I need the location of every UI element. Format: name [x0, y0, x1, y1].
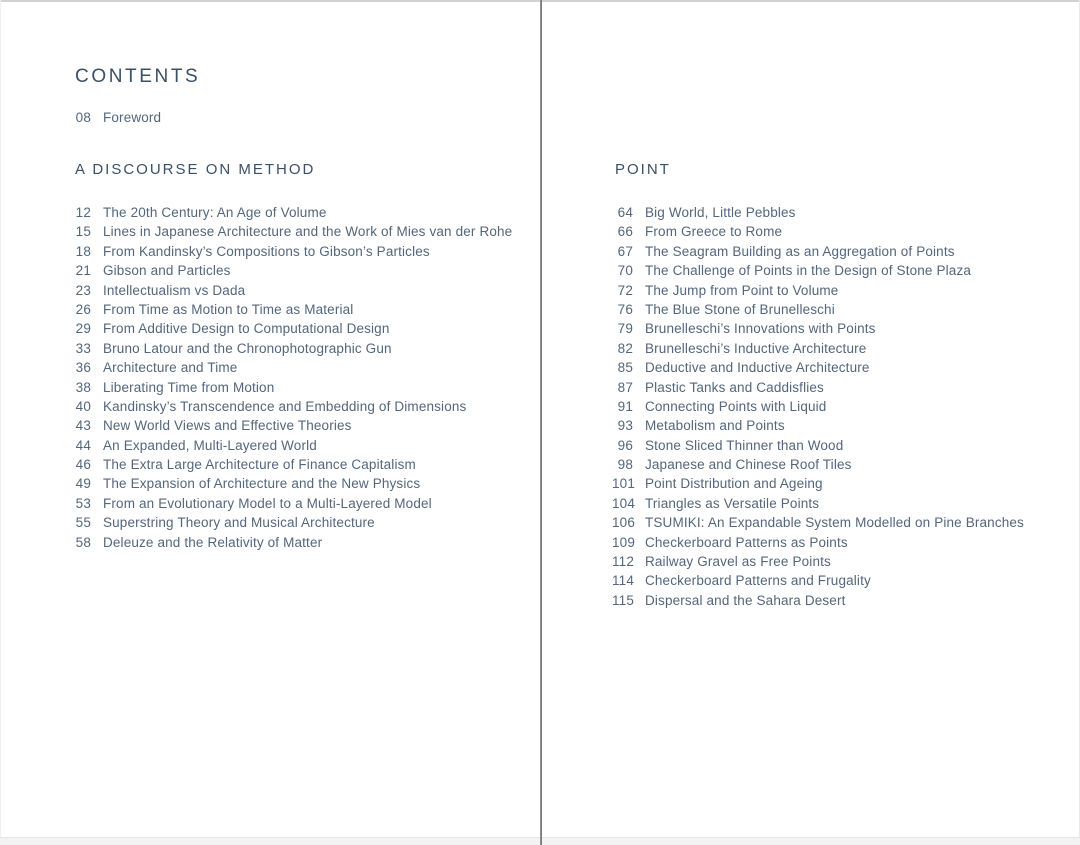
toc-page-number: 98	[617, 457, 633, 473]
toc-entry-title: TSUMIKI: An Expandable System Modelled on Pine Branches	[645, 515, 1024, 531]
toc-page-number: 44	[75, 437, 91, 453]
toc-page-number: 101	[612, 476, 635, 492]
section-heading-method: A DISCOURSE ON METHOD	[75, 161, 316, 178]
toc-entry	[612, 397, 1024, 416]
toc-entry	[75, 416, 512, 435]
toc-page-number: 36	[75, 360, 91, 376]
toc-entry-title: Connecting Points with Liquid	[645, 398, 827, 414]
toc-entry-title: The Jump from Point to Volume	[645, 282, 839, 298]
toc-entry-title: The Blue Stone of Brunelleschi	[645, 301, 835, 317]
toc-page-number: 58	[75, 534, 91, 550]
toc-entry	[612, 281, 1024, 300]
toc-entry-title: The Challenge of Points in the Design of Stone Plaza	[645, 263, 971, 279]
toc-entry-title: Deductive and Inductive Architecture	[645, 360, 870, 376]
toc-entry	[75, 300, 512, 319]
toc-page-number: 33	[75, 340, 91, 356]
toc-entry-title: Deleuze and the Relativity of Matter	[103, 534, 323, 550]
toc-entry-title: An Expanded, Multi-Layered World	[103, 437, 317, 453]
toc-entry	[612, 591, 1024, 610]
toc-page-number: 38	[75, 379, 91, 395]
toc-entry	[75, 494, 512, 513]
toc-entry-title: Stone Sliced Thinner than Wood	[645, 437, 844, 453]
toc-entry-title: Triangles as Versatile Points	[645, 495, 820, 511]
toc-entry-title: Kandinsky’s Transcendence and Embedding of Dimensions	[103, 398, 467, 414]
toc-entry-title: The 20th Century: An Age of Volume	[103, 205, 327, 220]
toc-page-number: 70	[617, 263, 633, 279]
toc-page-number: 82	[617, 340, 633, 356]
toc-entry	[75, 319, 512, 338]
toc-page-number: 46	[75, 457, 91, 473]
toc-entry	[612, 474, 1024, 493]
toc-entry	[612, 300, 1024, 319]
toc-entry	[75, 513, 512, 532]
toc-entry-title: Liberating Time from Motion	[103, 379, 275, 395]
toc-entry-foreword	[75, 108, 161, 127]
toc-entry-title: From Greece to Rome	[645, 224, 783, 240]
toc-page-number: 85	[617, 360, 633, 376]
toc-page-number: 104	[612, 495, 635, 511]
toc-page-number: 79	[617, 321, 633, 337]
toc-entry-title: Big World, Little Pebbles	[645, 205, 796, 220]
toc-entry	[75, 261, 512, 280]
toc-page-number: 18	[75, 243, 91, 259]
toc-list-method	[75, 203, 512, 552]
toc-entry-title: Bruno Latour and the Chronophotographic Gun	[103, 340, 392, 356]
toc-entry-title: From Additive Design to Computational Design	[103, 321, 390, 337]
toc-entry-title: Gibson and Particles	[103, 263, 231, 279]
toc-entry	[612, 242, 1024, 261]
toc-page-number: 40	[75, 398, 91, 414]
toc-entry	[612, 203, 1024, 222]
toc-entry	[612, 494, 1024, 513]
toc-entry-title: From Time as Motion to Time as Material	[103, 301, 354, 317]
toc-page-number: 96	[617, 437, 633, 453]
toc-page-number: 67	[617, 243, 633, 259]
toc-entry	[612, 222, 1024, 241]
section-heading-point: POINT	[615, 161, 671, 178]
toc-entry-title: The Seagram Building as an Aggregation of Points	[645, 243, 955, 259]
toc-entry-title: Metabolism and Points	[645, 418, 785, 434]
toc-entry-title: The Extra Large Architecture of Finance Capitalism	[103, 457, 416, 473]
toc-entry	[75, 242, 512, 261]
toc-entry	[75, 474, 512, 493]
toc-entry	[612, 319, 1024, 338]
toc-page-number: 87	[617, 379, 633, 395]
toc-page-number: 76	[617, 301, 633, 317]
toc-entry-title: From an Evolutionary Model to a Multi-Layered Model	[103, 495, 432, 511]
toc-entry	[612, 416, 1024, 435]
toc-entry	[612, 513, 1024, 532]
toc-entry	[75, 222, 512, 241]
toc-entry	[75, 455, 512, 474]
toc-page-number: 23	[75, 282, 91, 298]
toc-list-point	[612, 203, 1024, 610]
toc-entry-title: Lines in Japanese Architecture and the Work of Mies van der Rohe	[103, 224, 513, 240]
toc-page-number: 43	[75, 418, 91, 434]
toc-page-number: 29	[75, 321, 91, 337]
page-gutter	[540, 0, 542, 845]
toc-entry	[612, 339, 1024, 358]
contents-title: CONTENTS	[75, 66, 201, 87]
toc-page-number: 109	[612, 534, 635, 550]
toc-entry-title: Dispersal and the Sahara Desert	[645, 592, 846, 608]
toc-page-number: 12	[75, 205, 91, 220]
toc-entry	[612, 378, 1024, 397]
toc-entry-title: Checkerboard Patterns and Frugality	[645, 573, 871, 589]
toc-entry-title: Point Distribution and Ageing	[645, 476, 823, 492]
toc-page-number: 15	[75, 224, 91, 240]
toc-page-number: 55	[75, 515, 91, 531]
toc-entry	[75, 203, 512, 222]
toc-page-number: 112	[612, 554, 634, 570]
toc-page-number: 26	[75, 301, 91, 317]
toc-entry	[612, 436, 1024, 455]
toc-entry-title: New World Views and Effective Theories	[103, 418, 352, 434]
toc-entry	[612, 571, 1024, 590]
toc-page-number: 93	[617, 418, 633, 434]
toc-page-number: 91	[617, 398, 633, 414]
toc-entry-title: Railway Gravel as Free Points	[645, 554, 831, 570]
toc-entry-title: Japanese and Chinese Roof Tiles	[645, 457, 852, 473]
toc-entry-title: From Kandinsky’s Compositions to Gibson’s Particles	[103, 243, 430, 259]
toc-entry-title: Plastic Tanks and Caddisflies	[645, 379, 824, 395]
toc-entry-title: Brunelleschi’s Inductive Architecture	[645, 340, 867, 356]
toc-page-number: 49	[75, 476, 91, 492]
toc-entry-title: Checkerboard Patterns as Points	[645, 534, 848, 550]
toc-entry	[612, 455, 1024, 474]
toc-entry-title: The Expansion of Architecture and the New Physics	[103, 476, 421, 492]
toc-entry	[612, 261, 1024, 280]
toc-entry	[75, 397, 512, 416]
toc-entry	[612, 533, 1024, 552]
toc-entry	[612, 358, 1024, 377]
toc-page-number: 64	[617, 205, 633, 220]
toc-entry-title: Superstring Theory and Musical Architecture	[103, 515, 375, 531]
toc-entry	[75, 378, 512, 397]
toc-page-number: 53	[75, 495, 91, 511]
toc-page-number: 114	[612, 573, 634, 589]
toc-entry	[75, 281, 512, 300]
page-right	[542, 0, 1080, 845]
toc-entry	[612, 552, 1024, 571]
toc-entry-title: Architecture and Time	[103, 360, 238, 376]
toc-entry-title: Foreword	[103, 110, 162, 125]
toc-page-number: 08	[75, 110, 91, 125]
toc-page-number: 66	[617, 224, 633, 240]
toc-page-number: 115	[612, 592, 634, 608]
toc-entry	[75, 533, 512, 552]
toc-page-number: 21	[75, 263, 91, 279]
toc-page-number: 106	[612, 515, 635, 531]
toc-entry	[75, 358, 512, 377]
toc-entry-title: Brunelleschi’s Innovations with Points	[645, 321, 876, 337]
toc-page-number: 72	[617, 282, 633, 298]
toc-entry	[75, 436, 512, 455]
toc-entry-title: Intellectualism vs Dada	[103, 282, 246, 298]
toc-entry	[75, 339, 512, 358]
